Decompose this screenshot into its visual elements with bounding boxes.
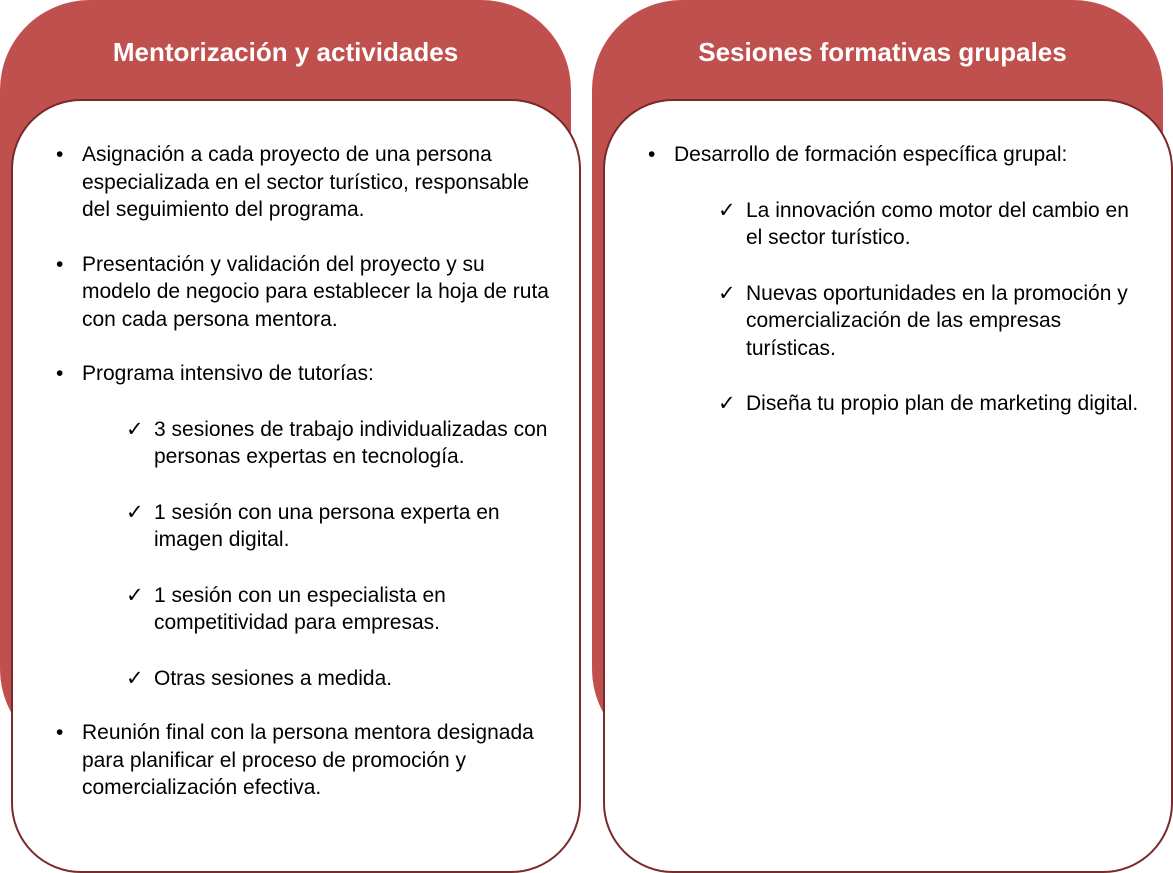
check-icon: ✓ bbox=[126, 583, 144, 607]
group-sessions-panel-title: Sesiones formativas grupales bbox=[698, 37, 1067, 67]
check-item bbox=[126, 416, 552, 471]
list-item: • Presentación y validación del proyecto y su modelo de negocio para establecer la hoja de ruta con cada persona mentora. bbox=[52, 251, 552, 334]
check-item bbox=[126, 665, 552, 693]
check-item-text: La innovación como motor del cambio en el sector turístico. bbox=[746, 198, 1129, 249]
list-item: • Reunión final con la persona mentora designada para planificar el proceso de promoción y comercialización efectiva. bbox=[52, 719, 552, 802]
check-icon: ✓ bbox=[718, 198, 736, 222]
list-item-text: Programa intensivo de tutorías: bbox=[82, 362, 374, 385]
mentoring-panel bbox=[0, 0, 571, 873]
check-item-text: Diseña tu propio plan de marketing digital. bbox=[746, 392, 1139, 415]
check-item bbox=[718, 390, 1144, 418]
check-item bbox=[126, 582, 552, 637]
list-item bbox=[52, 360, 552, 692]
check-item bbox=[718, 280, 1144, 363]
check-icon: ✓ bbox=[126, 666, 144, 690]
group-sessions-content bbox=[644, 141, 1144, 418]
check-icon: ✓ bbox=[718, 281, 736, 305]
mentoring-panel-body bbox=[11, 99, 581, 873]
check-item-text: 1 sesión con un especialista en competitividad para empresas. bbox=[154, 583, 446, 634]
check-icon: ✓ bbox=[718, 392, 736, 415]
check-item-text: 1 sesión con una persona experta en imagen digital. bbox=[154, 500, 500, 551]
mentoring-content bbox=[52, 141, 552, 802]
check-item-text: Nuevas oportunidades en la promoción y comercialización de las empresas turísticas. bbox=[746, 281, 1128, 360]
check-item-text: 3 sesiones de trabajo individualizadas con personas expertas en tecnología. bbox=[154, 417, 548, 468]
check-item bbox=[718, 197, 1144, 252]
check-item bbox=[126, 499, 552, 554]
list-item-text: Desarrollo de formación específica grupal: bbox=[674, 143, 1068, 166]
mentoring-list bbox=[52, 141, 552, 802]
group-sessions-panel-body bbox=[603, 99, 1173, 873]
mentoring-panel-title: Mentorización y actividades bbox=[112, 37, 459, 67]
list-item: • Asignación a cada proyecto de una persona especializada en el sector turístico, responsable del seguimiento del programa. bbox=[52, 141, 552, 224]
group-sessions-panel bbox=[592, 0, 1173, 873]
list-item bbox=[644, 141, 1144, 418]
group-sessions-list bbox=[644, 141, 1144, 418]
check-item-text: Otras sesiones a medida. bbox=[154, 666, 393, 690]
check-icon: ✓ bbox=[126, 417, 144, 441]
training-sublist bbox=[718, 197, 1144, 418]
check-icon: ✓ bbox=[126, 500, 144, 524]
tutoring-sublist bbox=[126, 416, 552, 693]
